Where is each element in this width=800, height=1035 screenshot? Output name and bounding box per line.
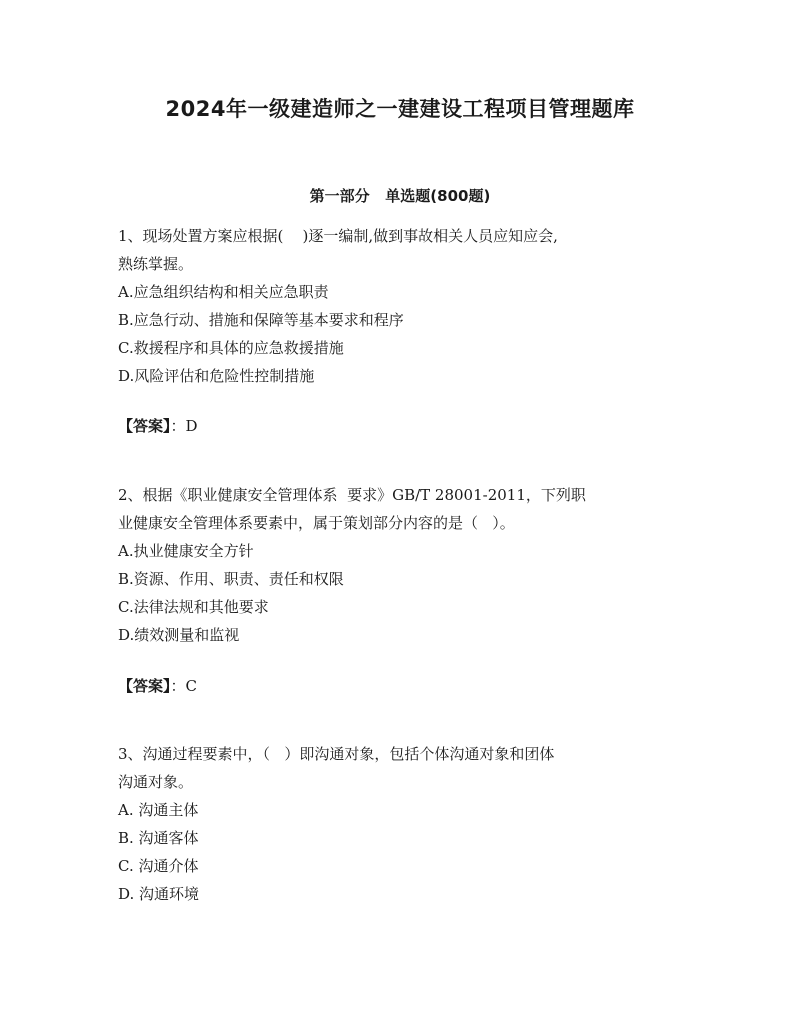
question-stem xyxy=(118,222,688,278)
question-3 xyxy=(118,740,688,908)
section-title: 第一部分 单选题(800题) xyxy=(309,187,491,205)
question-stem-line: 熟练掌握。 xyxy=(118,255,194,273)
option-d: D.风险评估和危险性控制措施 xyxy=(118,367,315,385)
option-b: B. 沟通客体 xyxy=(118,829,199,847)
question-stem xyxy=(118,481,688,537)
option-a: A.执业健康安全方针 xyxy=(118,542,254,560)
option-a: A.应急组织结构和相关应急职责 xyxy=(118,283,329,301)
option-b: B.资源、作用、职责、责任和权限 xyxy=(118,570,344,588)
option-c: C.法律法规和其他要求 xyxy=(118,598,269,616)
question-stem-line: 3、沟通过程要素中，（ ）即沟通对象，包括个体沟通对象和团体 xyxy=(118,745,555,763)
answer-value: ：D xyxy=(170,417,198,435)
question-stem-line: 2、根据《职业健康安全管理体系 要求》GB/T 28001-2011，下列职 xyxy=(118,486,586,504)
question-2 xyxy=(118,481,688,649)
answer-2 xyxy=(118,672,197,700)
document-title: 2024年一级建造师之一建建设工程项目管理题库 xyxy=(165,97,635,121)
question-stem-line: 沟通对象。 xyxy=(118,773,194,791)
question-stem-line: 业健康安全管理体系要素中，属于策划部分内容的是（ ）。 xyxy=(118,514,515,532)
option-c: C.救援程序和具体的应急救援措施 xyxy=(118,339,344,357)
answer-label: 【答案】 xyxy=(118,677,171,695)
option-d: D.绩效测量和监视 xyxy=(118,626,240,644)
option-c: C. 沟通介体 xyxy=(118,857,199,875)
question-stem xyxy=(118,740,688,796)
question-stem-line: 1、现场处置方案应根据( )逐一编制,做到事故相关人员应知应会, xyxy=(118,227,558,245)
option-b: B.应急行动、措施和保障等基本要求和程序 xyxy=(118,311,404,329)
answer-label: 【答案】 xyxy=(118,417,171,435)
option-a: A. 沟通主体 xyxy=(118,801,199,819)
question-1 xyxy=(118,222,688,390)
option-d: D. 沟通环境 xyxy=(118,885,200,903)
answer-1 xyxy=(118,412,198,440)
answer-value: ：C xyxy=(170,677,197,695)
